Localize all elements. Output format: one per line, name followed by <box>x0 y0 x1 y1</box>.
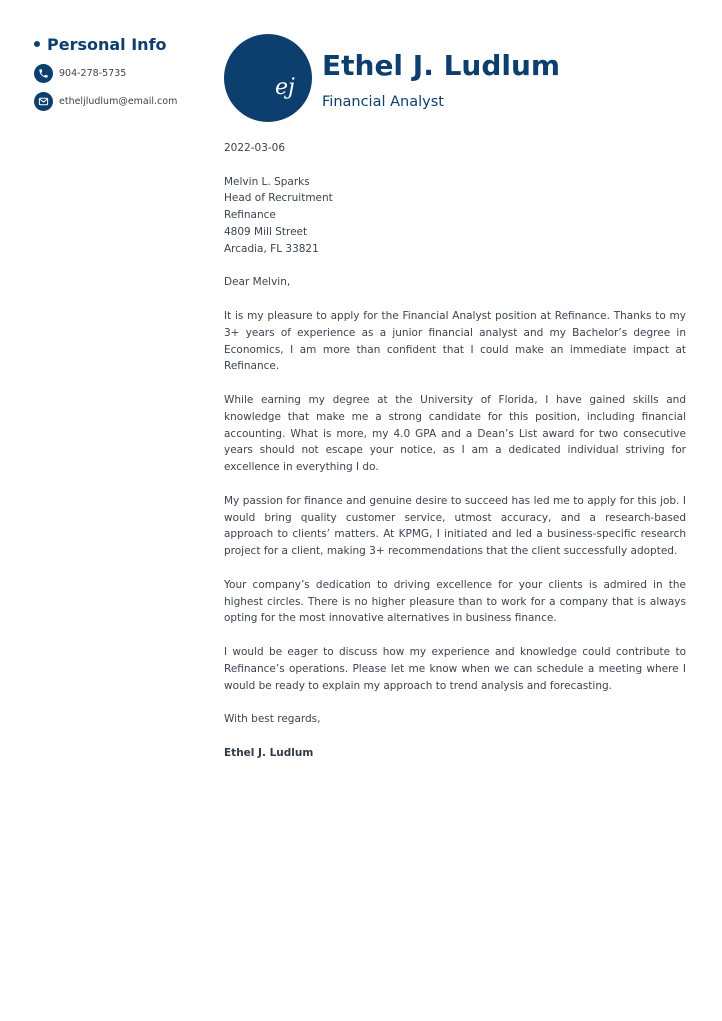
letter-paragraph: Your company’s dedication to driving excellence for your clients is admired in the highest circles. There is no higher pleasure than to work for a company that is always opting for the most innovative alternatives in business finance. <box>224 578 686 625</box>
phone-contact <box>34 64 126 83</box>
letter-greeting: Dear Melvin, <box>224 276 291 289</box>
recipient-street: 4809 Mill Street <box>224 225 308 238</box>
recipient-name: Melvin L. Sparks <box>224 175 310 188</box>
phone-icon <box>34 64 53 83</box>
personal-info-sidebar <box>34 33 214 107</box>
letter-paragraph: While earning my degree at the University of Florida, I have gained skills and knowledge that make me a strong candidate for this position, including financial accounting. What is more, my 4.0 GPA and a Dean’s List award for two consecutive years should not escape your notice, as I am a dedicated individual striving for excellence in everything I do. <box>224 393 686 474</box>
monogram-avatar <box>224 34 312 122</box>
envelope-icon <box>34 92 53 111</box>
personal-info-title: Personal Info <box>47 34 167 54</box>
recipient-title: Head of Recruitment <box>224 192 333 205</box>
recipient-company: Refinance <box>224 209 276 222</box>
phone-number[interactable]: 904-278-5735 <box>59 68 127 79</box>
email-contact <box>34 92 177 111</box>
letter-paragraph: My passion for finance and genuine desire to succeed has led me to apply for this job. I would bring quality customer service, utmost accuracy, and a research-based approach to clients’ matters. At KPMG, I initiated and led a business-specific research project for a client, making 3+ recommendations that the client successfully adopted. <box>224 494 686 558</box>
applicant-name: Ethel J. Ludlum <box>322 49 561 82</box>
bullet-icon <box>34 41 40 47</box>
letter-paragraph: I would be eager to discuss how my experience and knowledge could contribute to Refinance’s operations. Please let me know when we can schedule a meeting where I would be ready to explain my approach to trend analysis and forecasting. <box>224 645 686 692</box>
letter-date: 2022-03-06 <box>224 142 286 154</box>
recipient-city: Arcadia, FL 33821 <box>224 242 319 255</box>
email-address[interactable]: etheljludlum@email.com <box>59 96 178 107</box>
personal-info-heading <box>34 33 214 55</box>
cover-letter-body <box>224 140 686 778</box>
monogram-initials: ej <box>275 75 295 100</box>
letter-signature: Ethel J. Ludlum <box>224 746 314 759</box>
applicant-job-title: Financial Analyst <box>322 94 444 110</box>
recipient-address <box>224 174 686 258</box>
letter-paragraph: It is my pleasure to apply for the Financial Analyst position at Refinance. Thanks to my 3+ years of experience as a junior financial analyst and my Bachelor’s degree in Economics, I am more than confident that I could make an immediate impact at Refinance. <box>224 309 686 373</box>
letter-closing: With best regards, <box>224 713 321 726</box>
